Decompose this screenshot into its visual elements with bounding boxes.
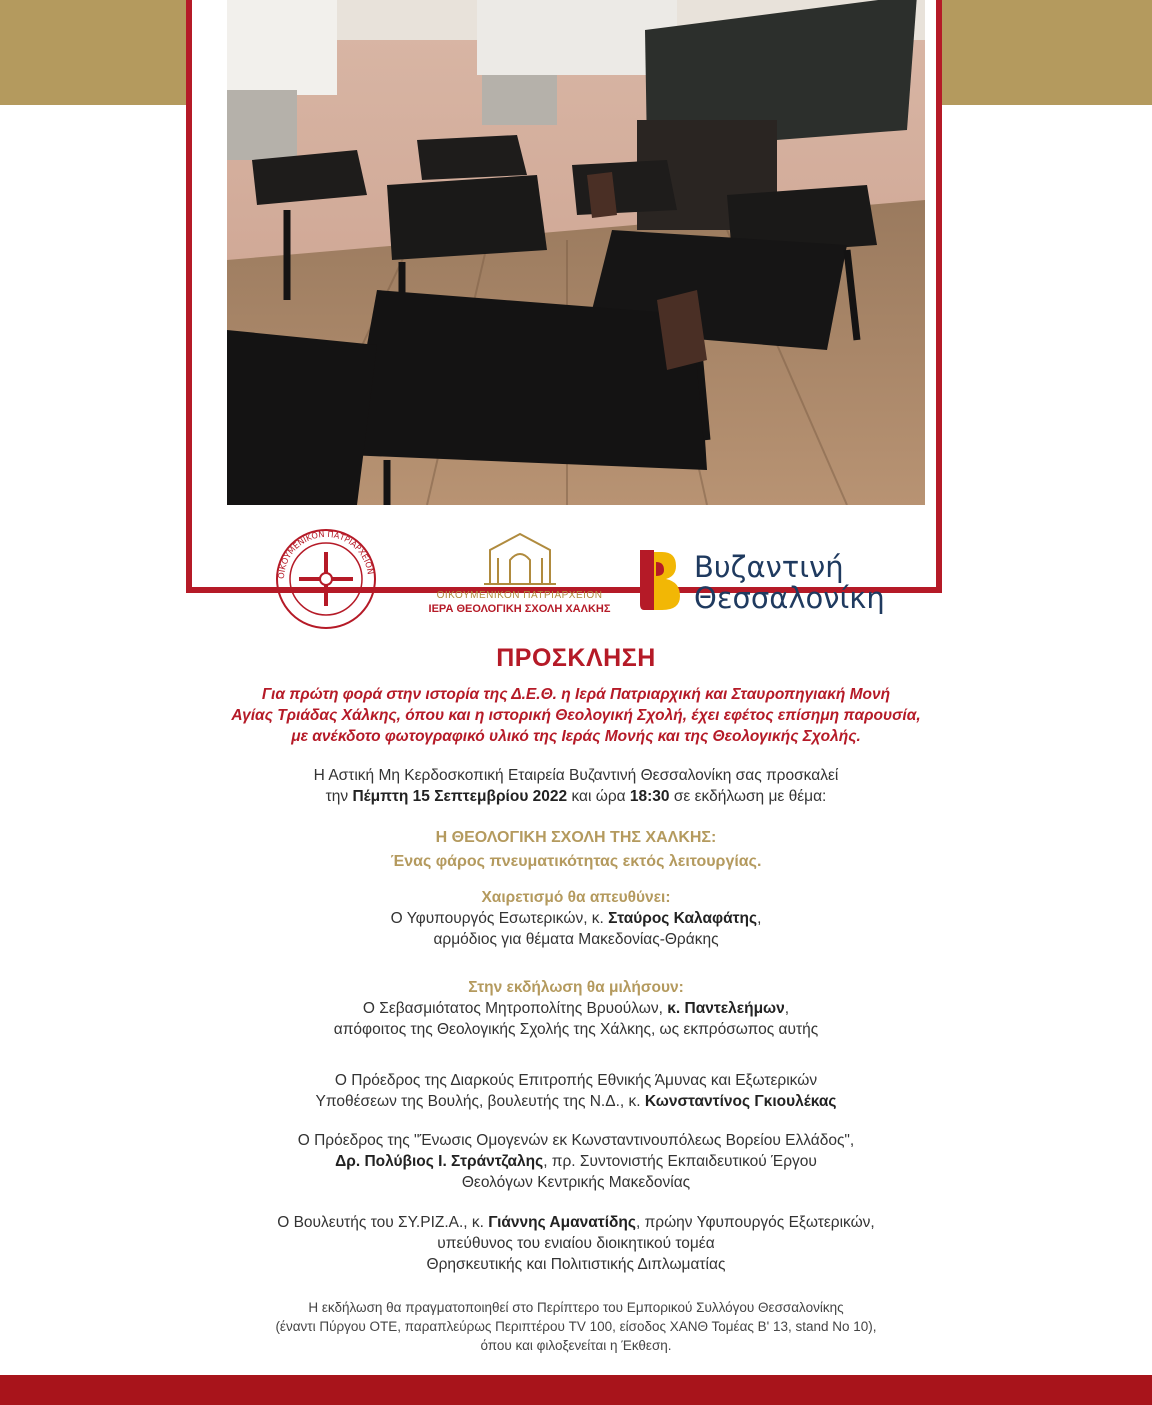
- speaker-1-line1: Ο Σεβασμιότατος Μητροπολίτης Βρυούλων, κ. Παντελεήμων,: [362, 1000, 790, 1017]
- school-logo-line1: ΟΙΚΟΥΜΕΝΙΚΟΝ ΠΑΤΡΙΑΡΧΕΙΟΝ: [436, 590, 603, 601]
- school-logo-line2: ΙΕΡΑ ΘΕΟΛΟΓΙΚΗ ΣΧΟΛΗ ΧΑΛΚΗΣ: [428, 603, 611, 615]
- event-date: Πέμπτη 15 Σεπτεμβρίου 2022: [352, 788, 568, 805]
- speaker-2-line2: Υποθέσεων της Βουλής, βουλευτής της Ν.Δ., κ. Κωνσταντίνος Γκιουλέκας: [315, 1093, 837, 1110]
- speaker-4-line1: Ο Βουλευτής του ΣΥ.ΡΙΖ.Α., κ. Γιάννης Αμανατίδης, πρώην Υφυπουργός Εξωτερικών,: [277, 1214, 875, 1231]
- intro-line: Για πρώτη φορά στην ιστορία της Δ.Ε.Θ. η Ιερά Πατριαρχική και Σταυροπηγιακή Μονή: [261, 686, 891, 703]
- speaker-4: [0, 1212, 1152, 1275]
- footer-line: Η εκδήλωση θα πραγματοποιηθεί στο Περίπτερο του Εμπορικού Συλλόγου Θεσσαλονίκης: [308, 1300, 844, 1315]
- topic-line2: Ένας φάρος πνευματικότητας εκτός λειτουργίας.: [390, 853, 762, 870]
- byz-logo-line1: Βυζαντινή: [694, 550, 844, 584]
- speaker-4-line3: Θρησκευτικής και Πολιτιστικής Διπλωματίας: [426, 1256, 726, 1273]
- seal-ring-text: ΟΙΚΟΥΜΕΝΙΚΟΝ ΠΑΤΡΙΑΡΧΕΙΟΝ: [275, 528, 376, 580]
- greeting-line1: Ο Υφυπουργός Εσωτερικών, κ. Σταύρος Καλαφάτης,: [390, 910, 762, 927]
- classroom-photo: [227, 0, 925, 505]
- speaker-1-name: κ. Παντελεήμων: [667, 1000, 785, 1017]
- footer-line: (έναντι Πύργου ΟΤΕ, παραπλεύρως Περιπτέρου TV 100, είσοδος ΧΑΝΘ Τομέας Β' 13, stand No 10),: [275, 1319, 877, 1334]
- event-topic: [0, 826, 1152, 874]
- school-building-icon: [480, 528, 560, 586]
- intro-line: Αγίας Τριάδας Χάλκης, όπου και η ιστορική Θεολογική Σχολή, έχει εφέτος επίσημη παρουσία,: [231, 707, 921, 724]
- invitation-text: [0, 765, 1152, 807]
- page-title: ΠΡΟΣΚΛΗΣΗ: [496, 644, 656, 672]
- byzantine-thessaloniki-logo: [638, 548, 898, 618]
- bottom-red-bar: [0, 1375, 1152, 1405]
- speaker-2: [0, 1070, 1152, 1112]
- gold-band-right: [942, 0, 1152, 105]
- topic-line1: Η ΘΕΟΛΟΓΙΚΗ ΣΧΟΛΗ ΤΗΣ ΧΑΛΚΗΣ:: [435, 829, 717, 846]
- greeting-speaker-name: Σταύρος Καλαφάτης: [608, 910, 758, 927]
- speaker-1-line2: απόφοιτος της Θεολογικής Σχολής της Χάλκης, ως εκπρόσωπος αυτής: [333, 1021, 819, 1038]
- speaker-3-line3: Θεολόγων Κεντρικής Μακεδονίας: [461, 1174, 691, 1191]
- speakers-heading: Στην εκδήλωση θα μιλήσουν:: [468, 979, 684, 996]
- speaker-4-line2: υπεύθυνος του ενιαίου διοικητικού τομέα: [437, 1235, 715, 1252]
- greeting-section: [0, 887, 1152, 950]
- intro-paragraph: [0, 684, 1152, 747]
- theological-school-logo: [412, 528, 627, 624]
- venue-footer: [0, 1298, 1152, 1355]
- greeting-line2: αρμόδιος για θέματα Μακεδονίας-Θράκης: [433, 931, 719, 948]
- event-time: 18:30: [629, 788, 670, 805]
- speaker-3-line1: Ο Πρόεδρος της "Ένωσις Ομογενών εκ Κωνσταντινουπόλεως Βορείου Ελλάδος",: [297, 1132, 855, 1149]
- invite-line2: την Πέμπτη 15 Σεπτεμβρίου 2022 και ώρα 18:30 σε εκδήλωση με θέμα:: [325, 788, 827, 805]
- byz-logo-line2: Θεσσαλονίκη: [694, 581, 885, 615]
- speaker-2-line1: Ο Πρόεδρος της Διαρκούς Επιτροπής Εθνικής Άμυνας και Εξωτερικών: [334, 1072, 818, 1089]
- greeting-heading: Χαιρετισμό θα απευθύνει:: [481, 889, 671, 906]
- speaker-3-name: Δρ. Πολύβιος Ι. Στράντζαλης: [335, 1153, 544, 1170]
- footer-line: όπου και φιλοξενείται η Έκθεση.: [480, 1338, 672, 1353]
- speaker-2-name: Κωνσταντίνος Γκιουλέκας: [644, 1093, 837, 1110]
- speakers-section: [0, 977, 1152, 1040]
- intro-line: με ανέκδοτο φωτογραφικό υλικό της Ιεράς Μονής και της Θεολογικής Σχολής.: [291, 728, 861, 745]
- speaker-4-name: Γιάννης Αμανατίδης: [488, 1214, 636, 1231]
- speaker-3-line2: Δρ. Πολύβιος Ι. Στράντζαλης, πρ. Συντονιστής Εκπαιδευτικού Έργου: [335, 1153, 817, 1170]
- gold-band-left: [0, 0, 190, 105]
- byzantine-b-icon: [638, 548, 684, 612]
- invite-line1: Η Αστική Μη Κερδοσκοπική Εταιρεία Βυζαντινή Θεσσαλονίκη σας προσκαλεί: [313, 767, 839, 784]
- patriarchate-seal-logo: [275, 528, 377, 630]
- speaker-3: [0, 1130, 1152, 1193]
